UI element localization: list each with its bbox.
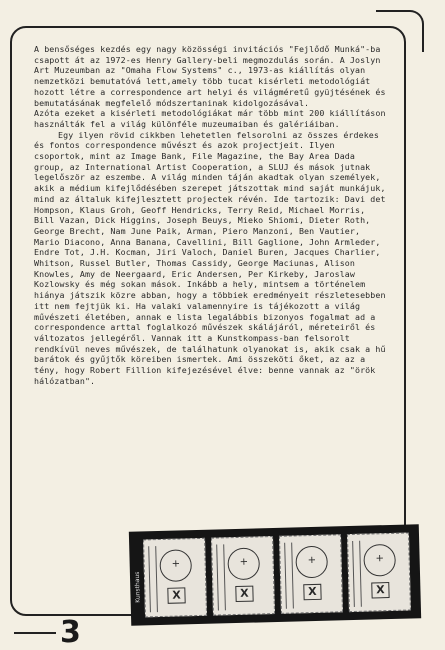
- page-number: 3: [60, 615, 81, 650]
- stamp-x-mark: X: [167, 587, 185, 603]
- cross-icon: +: [239, 556, 249, 568]
- cross-icon: +: [375, 553, 385, 565]
- artist-stamp: [347, 532, 411, 612]
- stamp-seal: [363, 544, 396, 577]
- stamp-border: [148, 546, 158, 612]
- stamp-x-mark: X: [235, 586, 253, 602]
- paragraph: Egy ilyen rövid cikkben lehetetlen felsorolni az összes érdekes és fontos correspondence művészt és azok projectjeit. Ilyen csoportok, mint az Image Bank, File Magazine, the Bay Area Dada group, az International Artist Cooperation, a SLUJ és mások jutnak legelőször az eszembe. A világ minden táján akadtak olyan személyek, akik a médium kifejlődésében szerepet játszottak mind saját munkájuk, mind az általuk kifejlesztett projectek révén. Ide tartozik: Davi det Hompson, Klaus Groh, Geoff Hendricks, Terry Reid, Michael Morris, Bill Vazan, Dick Higgins, Joseph Beuys, Mieko Shiomi, Dieter Roth, George Brecht, Nam June Paik, Arman, Piero Manzoni, Ben Vautier, Mario Diacono, Anna Banana, Cavellini, Bill Gaglione, John Armleder, Endre Tot, J.H. Kocman, Jiri Valoch, Daniel Buren, Jacques Charlier, Whitson, Russel Butler, Thomas Cassidy, George Maciunas, Alison Knowles, Amy de Neergaard, Eric Andersen, Per Kirkeby, Jaroslaw Kozlowsky és még sokan mások. Inkább a hely, mintsem a történelem hiánya játszik közre abban, hogy a többiek eredményeit részletesebben itt nem fejtjük ki. Ha valaki valamennyire is tájékozott a világ művészeti életében, annak e lista legalábbis bizonyos fogalmat ad a correspondence arttal foglalkozó művészek skálájáról, méreteiről és változatos jellegéről. Vannak itt a Kunstkompass-ban felsorolt rendkívül neves művészek, de találhatunk olyanokat is, akik csak a hű barátok és gyűjtők köreiben ismertek. Ami összeköti őket, az az a tény, hogy Robert Fillion kifejezésével élve: benne vannak az "örök hálózatban".: [34, 129, 391, 386]
- paragraph: A bensőséges kezdés egy nagy közösségi invitációs "Fejlődő Munká"-ba csapott át az 1972-es Henry Gallery-beli megmozdulás során. A Joslyn Art Muzeumban az "Omaha Flow Systems" c., 1973-as kiállítás olyan nemzetközi bemutatóvá lett,amely több tucat kisérleti metodológiát hozott létre a correspondence art helyi és világméretű gyüjtésének és bemutatásának megfelelő módszertaninak kidolgozásával.: [34, 44, 391, 108]
- stamp-strip-image: [129, 524, 421, 626]
- stamp-border: [352, 541, 362, 607]
- stamp-seal: [227, 547, 260, 580]
- stamp-seal: [295, 546, 328, 579]
- cross-icon: +: [307, 554, 317, 567]
- stamp-border: [216, 544, 226, 610]
- article-body: [34, 44, 390, 387]
- stamp-border: [284, 543, 294, 609]
- stamp-x-mark: X: [303, 584, 321, 600]
- stamp-x-mark: X: [371, 582, 389, 598]
- artist-stamp: [211, 536, 275, 616]
- paragraph: Azóta ezeket a kisérleti metodológiákat már több mint 200 kiállításon használták fel a világ különféle muzeumaiban és galériáiban.: [34, 108, 391, 129]
- page-number-rule: [14, 632, 56, 634]
- cross-icon: +: [171, 558, 181, 570]
- artist-stamp: [143, 538, 207, 618]
- stamp-seal: [159, 549, 192, 582]
- stamp-strip-caption: Kunsthaus: [133, 571, 142, 603]
- artist-stamp: [279, 534, 343, 614]
